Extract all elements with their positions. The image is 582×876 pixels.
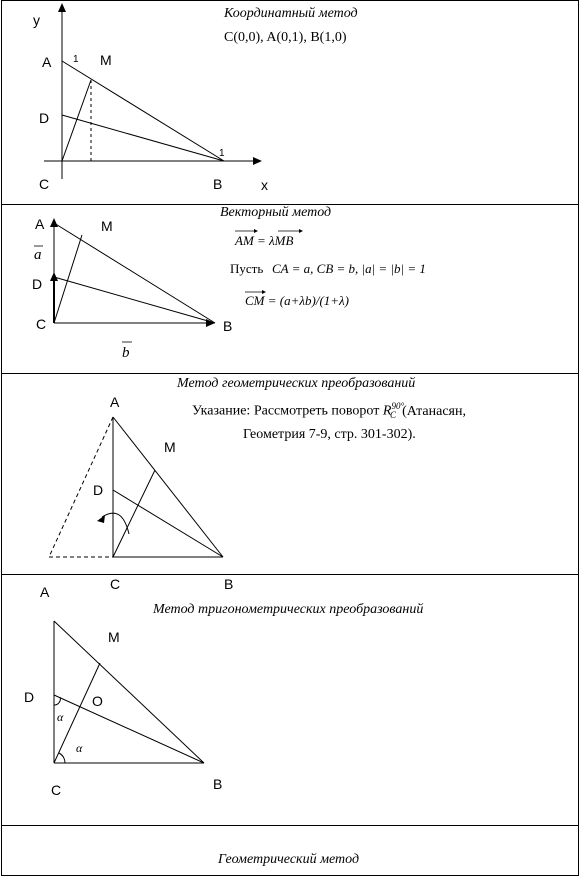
label-d: D (32, 276, 43, 292)
section-title: Координатный метод (224, 6, 358, 21)
label-m: M (101, 218, 113, 234)
angle-alpha-1: α (57, 710, 64, 724)
formula-line2: CA = a, CB = b, |a| = |b| = 1 (272, 261, 426, 276)
hint-line2: Геометрия 7-9, стр. 301-302). (243, 427, 416, 442)
label-b: B (213, 176, 223, 192)
label-one-x: 1 (219, 148, 225, 159)
hint-prefix: Указание: Рассмотреть поворот (192, 403, 383, 419)
label-d: D (39, 110, 50, 126)
label-b: B (223, 318, 233, 334)
section-title: Метод геометрических преобразований (177, 376, 416, 391)
label-a: A (35, 216, 45, 232)
formula-line2-prefix: Пусть (230, 261, 264, 276)
coordinate-diagram (2, 1, 580, 206)
label-m: M (164, 439, 176, 455)
section-vector-method (1, 204, 579, 374)
formula-line3: CM = (a+λb)/(1+λ) (245, 293, 350, 308)
vector-b-label: b (122, 345, 130, 361)
hint-suffix: (Атанасян, (402, 403, 466, 419)
label-o: O (92, 693, 103, 709)
label-a: A (42, 54, 52, 70)
section-trigonometric-method (1, 574, 579, 826)
rotation-center: C (390, 410, 397, 421)
section-transformation-method (1, 373, 579, 575)
label-x: x (261, 177, 268, 193)
section-coordinate-method (1, 0, 579, 205)
section3-label-b: B (224, 576, 234, 592)
vector-a-label: a (34, 247, 42, 263)
label-d: D (93, 482, 104, 498)
section-title: Геометрический метод (218, 852, 360, 867)
section-title: Метод тригонометрических преобразований (153, 602, 424, 617)
section4-label-a: A (40, 584, 50, 600)
rotation-symbol: R (382, 403, 392, 419)
trigonometric-diagram (2, 575, 580, 827)
coordinates-text: C(0,0), A(0,1), B(1,0) (224, 30, 347, 45)
section-title: Векторный метод (220, 205, 332, 220)
formula-line1: AM = λMB (235, 233, 294, 248)
label-d: D (24, 689, 35, 705)
angle-alpha-2: α (76, 741, 83, 755)
label-m: M (108, 629, 120, 645)
rotation-angle: 90° (391, 401, 405, 411)
label-c: C (39, 176, 50, 192)
label-a: A (110, 394, 120, 410)
label-m: M (100, 52, 112, 68)
label-c: C (36, 316, 47, 332)
label-c: C (51, 782, 62, 798)
vector-diagram (2, 205, 580, 375)
label-b: B (213, 776, 223, 792)
label-y: y (33, 12, 40, 28)
section3-label-c: C (110, 576, 121, 592)
label-one-y: 1 (73, 54, 79, 65)
transformation-diagram (2, 374, 580, 576)
section-geometric-method (1, 825, 579, 876)
